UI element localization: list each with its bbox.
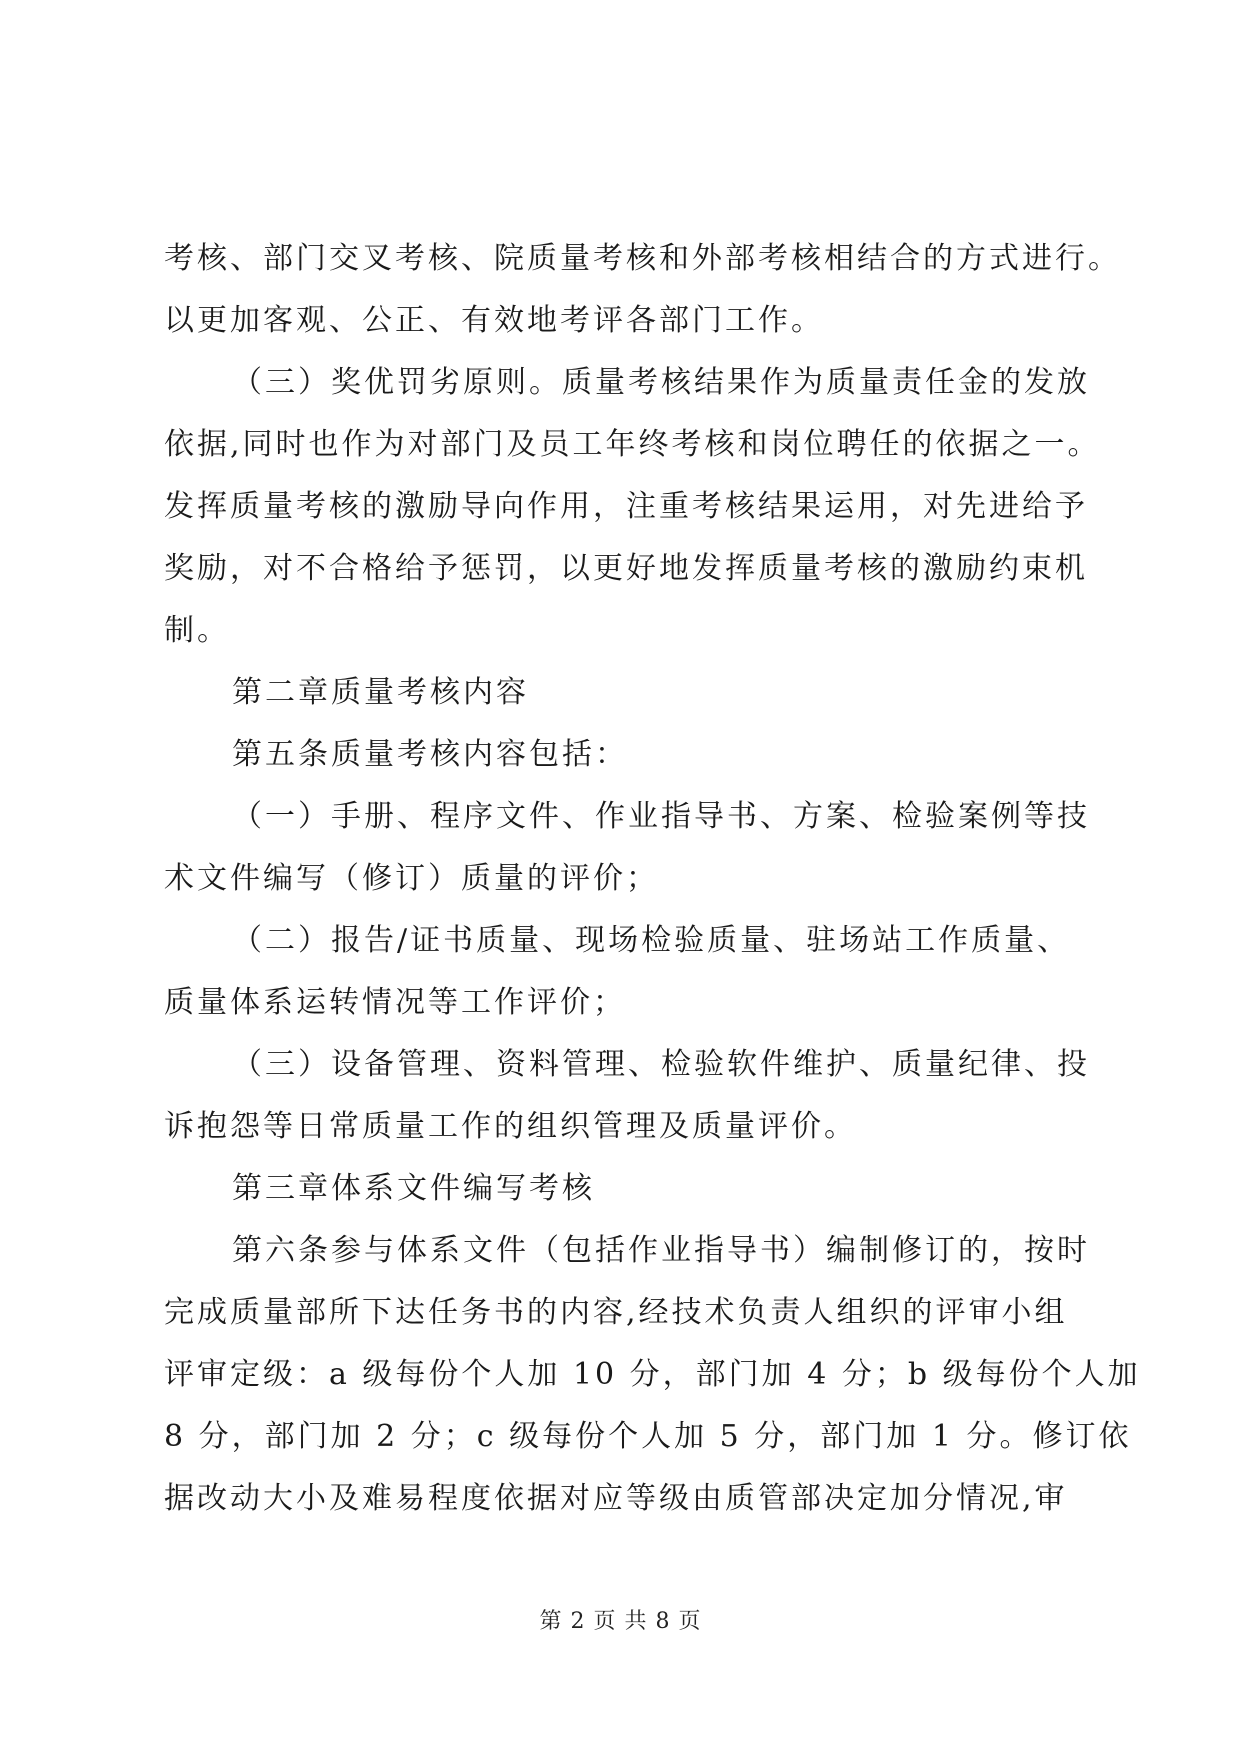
text-line: 完成质量部所下达任务书的内容,经技术负责人组织的评审小组 bbox=[164, 1295, 1068, 1330]
document-body bbox=[164, 228, 1141, 1530]
text-line: 8 分，部门加 2 分；c 级每份个人加 5 分，部门加 1 分。修订依 bbox=[164, 1419, 1132, 1454]
text-line: 质量体系运转情况等工作评价； bbox=[164, 985, 626, 1020]
text-line: 术文件编写（修订）质量的评价； bbox=[164, 861, 659, 896]
text-line: 第三章体系文件编写考核 bbox=[232, 1171, 595, 1206]
text-line: （一）手册、程序文件、作业指导书、方案、检验案例等技 bbox=[232, 799, 1090, 834]
text-line: 诉抱怨等日常质量工作的组织管理及质量评价。 bbox=[164, 1109, 857, 1144]
page-footer: 第 2 页 共 8 页 bbox=[539, 1609, 702, 1634]
text-line: 发挥质量考核的激励导向作用，注重考核结果运用，对先进给予 bbox=[164, 489, 1088, 524]
text-line: 奖励，对不合格给予惩罚，以更好地发挥质量考核的激励约束机 bbox=[164, 551, 1088, 586]
text-line: 第五条质量考核内容包括： bbox=[232, 737, 628, 772]
text-line: 考核、部门交叉考核、院质量考核和外部考核相结合的方式进行。 bbox=[164, 241, 1121, 276]
text-line: 第六条参与体系文件（包括作业指导书）编制修订的，按时 bbox=[232, 1233, 1090, 1268]
text-line: 依据,同时也作为对部门及员工年终考核和岗位聘任的依据之一。 bbox=[164, 427, 1101, 462]
text-line: 评审定级：a 级每份个人加 10 分，部门加 4 分；b 级每份个人加 bbox=[164, 1357, 1141, 1392]
text-line: （三）奖优罚劣原则。质量考核结果作为质量责任金的发放 bbox=[232, 365, 1090, 400]
text-line: （三）设备管理、资料管理、检验软件维护、质量纪律、投 bbox=[232, 1047, 1090, 1082]
text-line: （二）报告/证书质量、现场检验质量、驻场站工作质量、 bbox=[232, 923, 1071, 958]
text-line: 据改动大小及难易程度依据对应等级由质管部决定加分情况,审 bbox=[164, 1481, 1068, 1516]
text-line: 第二章质量考核内容 bbox=[232, 675, 529, 710]
text-line: 制。 bbox=[164, 613, 230, 648]
text-line: 以更加客观、公正、有效地考评各部门工作。 bbox=[164, 303, 824, 338]
